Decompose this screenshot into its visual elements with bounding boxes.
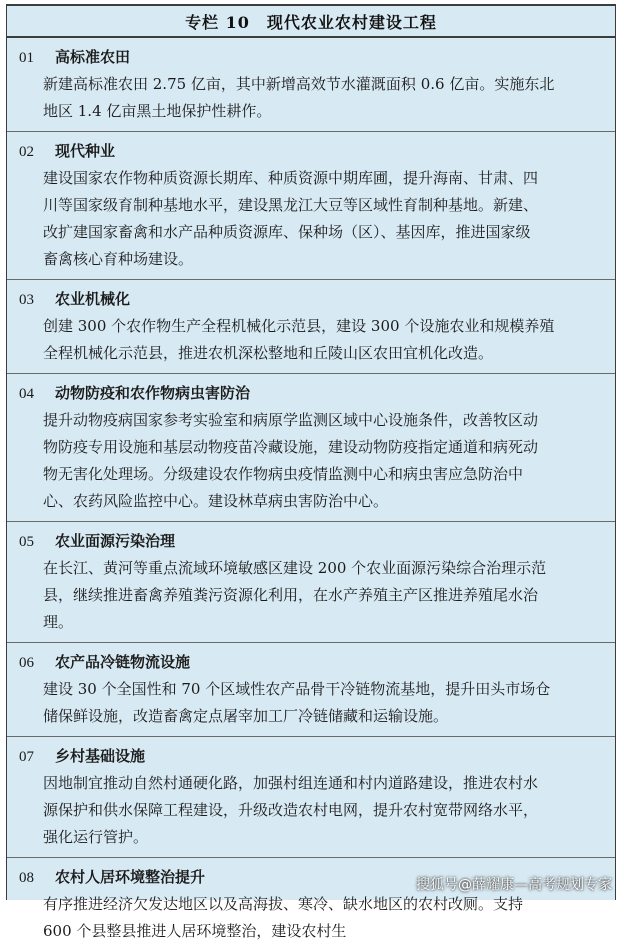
section-text-line: 畜禽核心育种场建设。 [43, 250, 194, 268]
section-text-line: 改扩建国家畜禽和水产品种质资源库、保种场（区）、基因库，推进国家级 [43, 223, 531, 241]
section-05 [7, 522, 615, 643]
section-text-line: 在长江、黄河等重点流域环境敏感区建设 200 个农业面源污染综合治理示范 [43, 559, 547, 577]
section-text-line: 县，继续推进畜禽养殖粪污资源化利用，在水产养殖主产区推进养殖尾水治 [43, 586, 539, 604]
section-text-line: 创建 300 个农作物生产全程机械化示范县，建设 300 个设施农业和规模养殖 [43, 317, 555, 335]
section-text-line: 有序推进经济欠发达地区以及高海拔、寒冷、缺水地区的农村改厕。支持 [43, 895, 524, 913]
section-text-line: 川等国家级育制种基地水平，建设黑龙江大豆等区域性育制种基地。新建、 [43, 196, 539, 214]
section-text-line: 全程机械化示范县，推进农机深松整地和丘陵山区农田宜机化改造。 [43, 344, 494, 362]
section-text-line: 物防疫专用设施和基层动物疫苗冷藏设施，建设动物防疫指定通道和病死动 [43, 438, 539, 456]
section-name: 农业机械化 [55, 290, 131, 308]
section-number: 02 [19, 144, 34, 160]
section-number: 03 [19, 292, 34, 308]
section-text-line: 强化运行管护。 [43, 828, 149, 846]
section-text-line: 储保鲜设施，改造畜禽定点屠宰加工厂冷链储藏和运输设施。 [43, 707, 449, 725]
section-number: 04 [19, 386, 34, 402]
section-text-line: 新建高标准农田 2.75 亿亩，其中新增高效节水灌溉面积 0.6 亿亩。实施东北 [43, 75, 555, 93]
section-name: 农村人居环境整治提升 [55, 868, 206, 886]
section-number: 07 [19, 749, 34, 765]
section-name: 乡村基础设施 [55, 747, 146, 765]
section-02 [7, 132, 615, 280]
table-title: 专栏 10 现代农业农村建设工程 [7, 6, 615, 38]
watermark: 搜狐号@薛耀康—高考规划专家 [416, 877, 612, 893]
section-text-line: 建设国家农作物种质资源长期库、种质资源中期库圃，提升海南、甘肃、四 [43, 169, 539, 187]
section-name: 动物防疫和农作物病虫害防治 [55, 384, 251, 402]
section-number: 08 [19, 870, 34, 886]
section-text-line: 源保护和供水保障工程建设，升级改造农村电网，提升农村宽带网络水平， [43, 801, 539, 819]
project-table [6, 4, 616, 940]
section-number: 06 [19, 655, 34, 671]
section-01 [7, 38, 615, 132]
section-number: 05 [19, 534, 34, 550]
section-name: 现代种业 [55, 142, 116, 160]
section-text-line: 600 个县整县推进人居环境整治，建设农村生 [43, 922, 347, 940]
section-name: 农业面源污染治理 [55, 532, 176, 550]
section-03 [7, 280, 615, 374]
section-07 [7, 737, 615, 858]
section-04 [7, 374, 615, 522]
section-text-line: 建设 30 个全国性和 70 个区域性农产品骨干冷链物流基地，提升田头市场仓 [43, 680, 551, 698]
section-text-line: 因地制宜推动自然村通硬化路，加强村组连通和村内道路建设，推进农村水 [43, 774, 539, 792]
section-text-line: 心、农药风险监控中心。建设林草病虫害防治中心。 [43, 492, 389, 510]
section-name: 农产品冷链物流设施 [55, 653, 191, 671]
section-text-line: 物无害化处理场。分级建设农作物病虫疫情监测中心和病虫害应急防治中 [43, 465, 524, 483]
section-text-line: 提升动物疫病国家参考实验室和病原学监测区域中心设施条件，改善牧区动 [43, 411, 539, 429]
section-text-line: 理。 [43, 613, 74, 631]
section-text-line: 地区 1.4 亿亩黑土地保护性耕作。 [43, 102, 272, 120]
section-number: 01 [19, 50, 34, 66]
section-08 [7, 858, 615, 951]
section-06 [7, 643, 615, 737]
section-name: 高标准农田 [55, 48, 131, 66]
